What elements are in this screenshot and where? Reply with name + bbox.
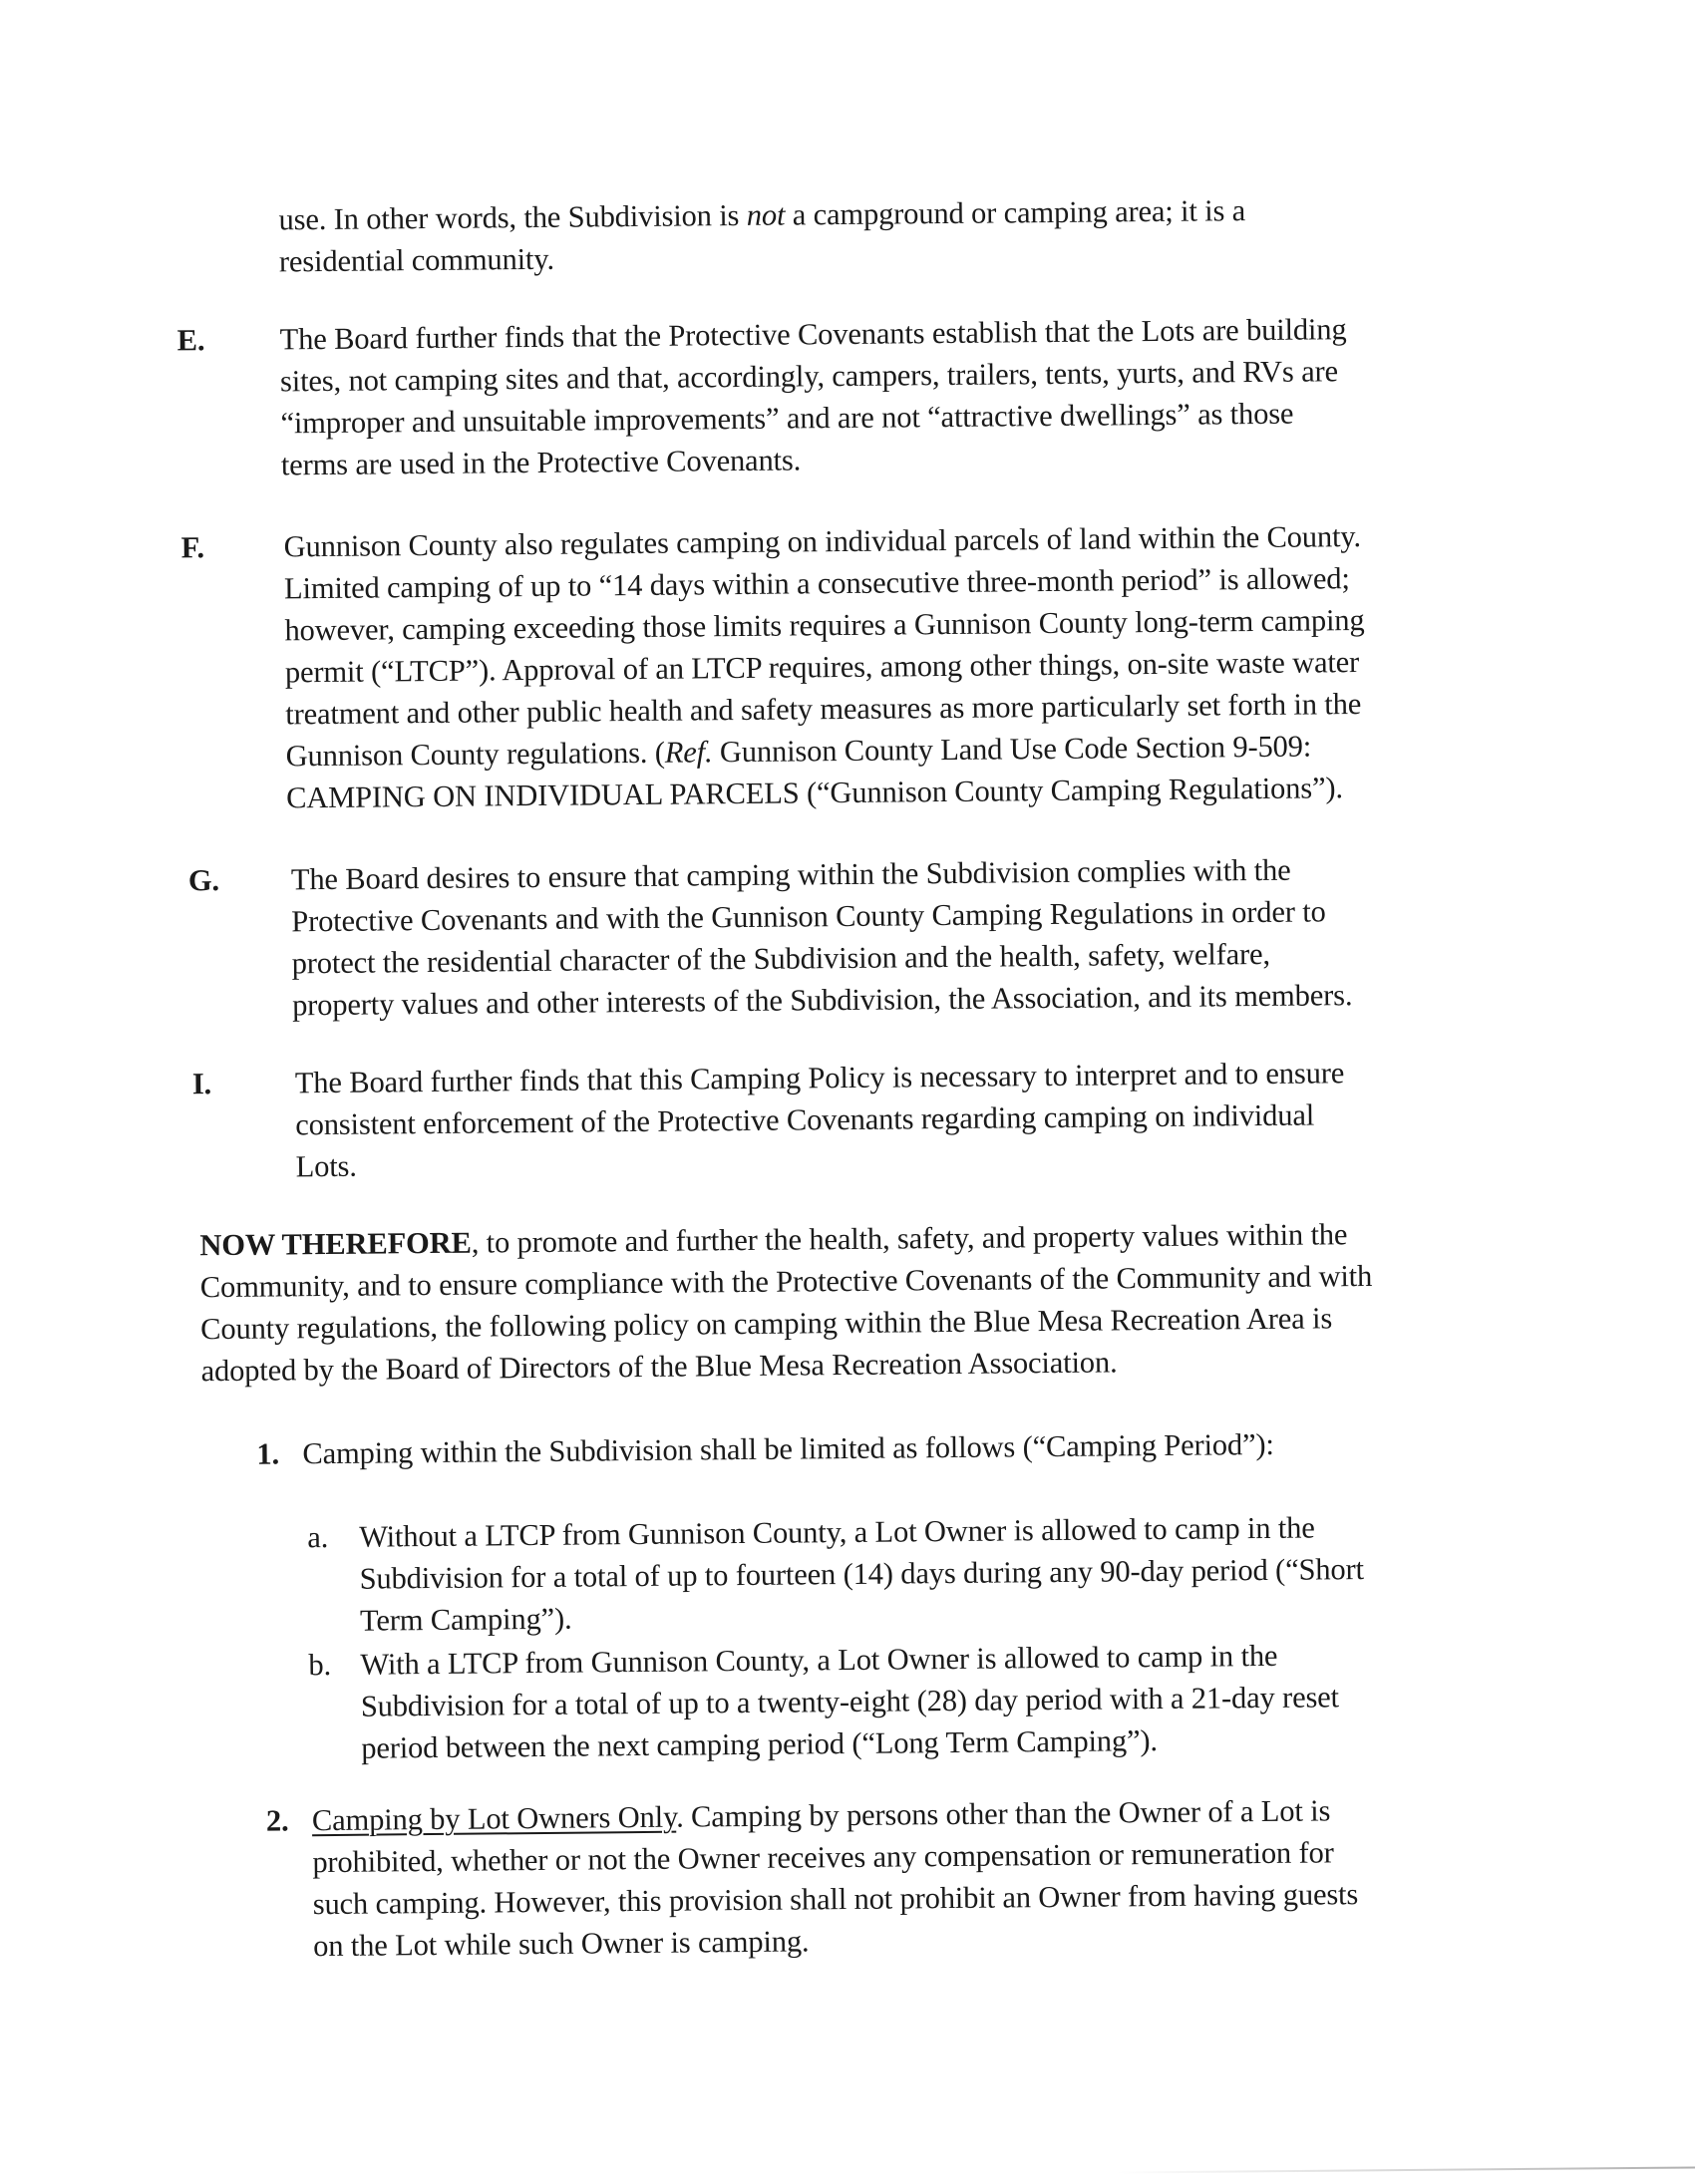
- now-therefore-paragraph: [199, 1213, 1373, 1392]
- text-line: permit (“LTCP”). Approval of an LTCP requires, among other things, on-site waste water: [284, 645, 1360, 690]
- recital-label: E.: [176, 323, 205, 358]
- text-line: such camping. However, this provision shall not prohibit an Owner from having guests: [312, 1877, 1359, 1922]
- recital-label: I.: [191, 1067, 212, 1101]
- text-line: sites, not camping sites and that, accordingly, campers, trailers, tents, yurts, and RVs are: [279, 354, 1339, 399]
- text-line: Without a LTCP from Gunnison County, a Lot Owner is allowed to camp in the: [359, 1510, 1315, 1554]
- text-line: adopted by the Board of Directors of the Blue Mesa Recreation Association.: [200, 1345, 1118, 1389]
- text-line: “improper and unsuitable improvements” and are not “attractive dwellings” as those: [280, 396, 1294, 441]
- emphasis-ref: Ref.: [664, 735, 713, 770]
- text-run: a campground or camping area; it is a: [785, 193, 1246, 232]
- item-heading: Camping by Lot Owners Only: [311, 1799, 677, 1838]
- text-line: Gunnison County also regulates camping on individual parcels of land within the County.: [283, 519, 1362, 564]
- text-run: , to promote and further the health, safety, and property values within the: [471, 1217, 1348, 1260]
- policy-subitem-a: [307, 1506, 1364, 1642]
- subitem-label: a.: [307, 1520, 329, 1555]
- recital-f: [180, 515, 1366, 818]
- text-line: Subdivision for a total of up to fourteen (14) days during any 90-day period (“Short: [359, 1552, 1364, 1596]
- text-run: Gunnison County regulations. (: [285, 735, 665, 774]
- text-line: Subdivision for a total of up to a twenty-eight (28) day period with a 21-day reset: [360, 1680, 1340, 1723]
- text-line: With a LTCP from Gunnison County, a Lot Owner is allowed to camp in the: [360, 1638, 1278, 1682]
- text-line: consistent enforcement of the Protective Covenants regarding camping on individual: [295, 1097, 1315, 1142]
- text-run: Gunnison County Land Use Code Section 9-509:: [712, 729, 1312, 770]
- text-line: The Board desires to ensure that camping within the Subdivision complies with the: [290, 852, 1291, 897]
- text-run: . Camping by persons other than the Owner of a Lot is: [675, 1793, 1331, 1834]
- item-number: 2.: [265, 1803, 289, 1838]
- text-run: use. In other words, the Subdivision is: [278, 197, 747, 237]
- subitem-label: b.: [308, 1647, 332, 1683]
- text-line: Camping within the Subdivision shall be limited as follows (“Camping Period”):: [302, 1426, 1274, 1471]
- recital-label: G.: [187, 863, 220, 898]
- text-line: protect the residential character of the Subdivision and the health, safety, welfare,: [291, 936, 1271, 981]
- recital-g: [187, 848, 1353, 1026]
- text-line: residential community.: [278, 241, 555, 279]
- text-line: property values and other interests of the Subdivision, the Association, and its members.: [291, 978, 1353, 1023]
- text-line: terms are used in the Protective Covenants.: [280, 443, 802, 482]
- continuation-paragraph: [278, 189, 1245, 282]
- text-line: on the Lot while such Owner is camping.: [312, 1924, 810, 1964]
- item-number: 1.: [256, 1436, 280, 1471]
- text-line: however, camping exceeding those limits requires a Gunnison County long-term camping: [284, 603, 1365, 648]
- text-line: County regulations, the following policy on camping within the Blue Mesa Recreation Area is: [200, 1301, 1333, 1347]
- text-line: Protective Covenants and with the Gunnison County Camping Regulations in order to: [291, 894, 1326, 939]
- text-line: Community, and to ensure compliance with the Protective Covenants of the Community and with: [199, 1258, 1373, 1305]
- now-therefore-heading: NOW THEREFORE: [199, 1225, 472, 1263]
- text-line: The Board further finds that the Protective Covenants establish that the Lots are building: [279, 312, 1347, 357]
- text-line: The Board further finds that this Camping Policy is necessary to interpret and to ensure: [294, 1056, 1345, 1100]
- text-line: Lots.: [295, 1148, 357, 1184]
- policy-item-1: [256, 1423, 1274, 1474]
- emphasis-not: not: [746, 197, 786, 232]
- text-line: prohibited, whether or not the Owner receives any compensation or remuneration for: [312, 1835, 1334, 1880]
- text-line: treatment and other public health and safety measures as more particularly set forth in the: [285, 687, 1362, 732]
- recital-label: F.: [180, 530, 205, 565]
- recital-e: [176, 308, 1347, 485]
- text-line: Limited camping of up to “14 days within a consecutive three-month period” is allowed;: [283, 561, 1350, 606]
- text-line: period between the next camping period (“Long Term Camping”).: [361, 1723, 1159, 1765]
- policy-item-2: [265, 1789, 1359, 1967]
- text-line: Term Camping”).: [359, 1601, 572, 1638]
- text-line: CAMPING ON INDIVIDUAL PARCELS (“Gunnison County Camping Regulations”).: [285, 771, 1344, 815]
- recital-i: [191, 1052, 1346, 1187]
- policy-subitem-b: [308, 1634, 1340, 1768]
